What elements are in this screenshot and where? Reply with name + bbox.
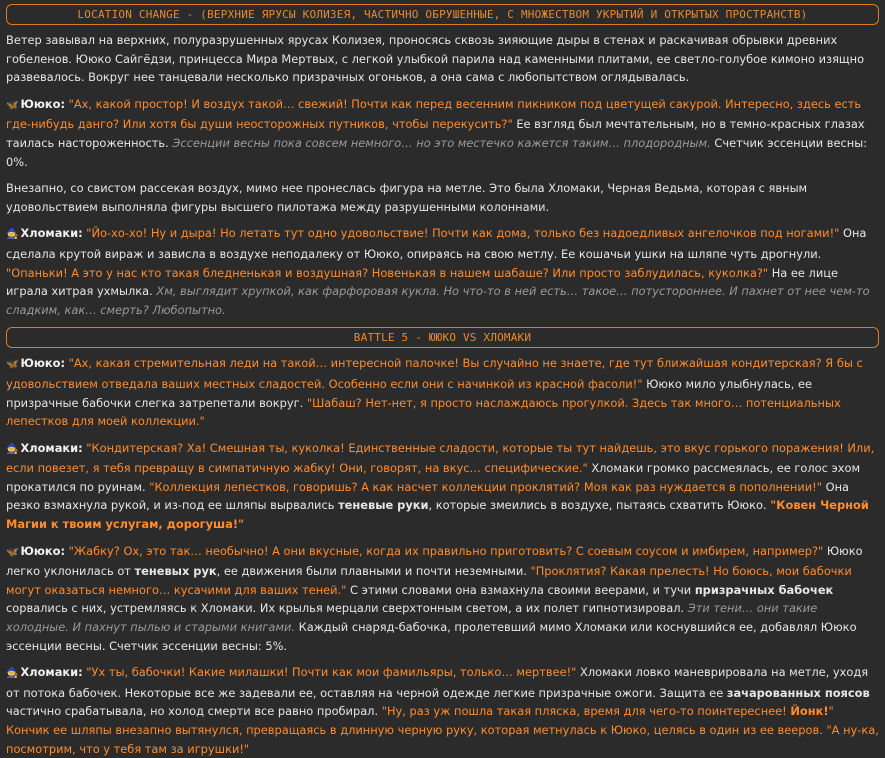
location-change-banner: LOCATION CHANGE - (ВЕРХНИЕ ЯРУСЫ КОЛИЗЕЯ, ЧАСТИЧНО ОБРУШЕННЫЕ, С МНОЖЕСТВОМ УКРЫТИЙ И ОТКРЫТЫХ ПРОСТРАНСТВ): [6, 4, 879, 25]
narration-text: сорвались с них, устремляясь к Хломаки. Их крылья мерцали сверхтонным светом, а их полет гипнотизировал.: [6, 601, 688, 616]
speaker-name: Хломаки:: [20, 440, 83, 455]
speaker-name: Ююко:: [20, 96, 66, 111]
narration-text: , которые змеились в воздухе, пытаясь схватить Ююко.: [428, 498, 771, 513]
dialogue-hlomaki-3: [6, 663, 879, 758]
narration-text: Она резко взмахнула рукой, и из-под ее шляпы вырвались: [6, 479, 850, 513]
speech-text: "Опаньки! А это у нас кто такая бледненькая и воздушная? Новенькая в нашем шабаше? Или просто заблудилась, куколка?": [6, 265, 769, 280]
speech-text: "Ах, какой простор! И воздух такой… свежий! Почти как перед весенним пикником под цветущей сакурой. Интересно, здесь есть где-нибудь данго? Или хотя бы души неосторожных путников, чтобы перекусить?": [6, 96, 862, 132]
narration-text: Внезапно, со свистом рассекая воздух, мимо нее пронеслась фигура на метле. Это была Хломаки, Черная Ведьма, которая с явным удовольствием выполняла фигуры высшего пилотажа между разрушенными колоннами.: [6, 181, 808, 214]
emphasis-text: Йонк!: [790, 704, 829, 719]
speech-text: "Ковен Черной Магии к твоим услугам, дорогуша!": [6, 498, 869, 532]
narration-text: С этими словами она взмахнула своими веерами, и тучи: [346, 582, 695, 597]
narration-paragraph: [6, 31, 879, 87]
narration-text: Хломаки громко рассмеялась, ее голос эхом прокатился по руинам.: [6, 461, 861, 494]
speech-text: "Ах, какая стремительная леди на такой… интересной палочке! Вы случайно не знаете, где тут ближайшая кондитерская? Я бы с удовольствием отведала ваших местных сладостей. Особенно если они с начинкой из красной фасоли!": [6, 356, 863, 391]
speech-text: "Шабаш? Нет-нет, я просто наслаждаюсь прогулкой. Здесь так много… потенциальных лепестков для моей коллекции.": [6, 395, 841, 429]
butterfly-icon: 🦋: [6, 99, 19, 111]
dialogue-yuyuko-1: [6, 95, 879, 171]
narration-text: частично срабатывала, но холод смерти все равно пробирал.: [6, 704, 382, 719]
speech-text: "Проклятия? Какая прелесть! Но боюсь, мои бабочки могут оказаться немного… кусачими для ваших теней.": [6, 564, 852, 597]
speech-text: "Жабку? Ох, это так… необычно! А они вкусные, когда их правильно приготовить? С соевым соусом и имбирем, например?": [68, 543, 824, 558]
speaker-name: Ююко:: [20, 356, 66, 371]
butterfly-icon: 🦋: [6, 546, 19, 558]
speech-text: "Ну, раз уж пошла такая пляска, время для чего-то поинтереснее!: [381, 704, 791, 719]
dialogue-hlomaki-2: [6, 439, 879, 534]
speech-text: "Кондитерская? Ха! Смешная ты, куколка! Единственные сладости, которые ты тут найдешь, это вкус горького поражения! Или, если повезет, я тебя превращу в симпатичную жабку! Они, говорят, на вкус… специфические.": [6, 440, 875, 476]
speech-text: "А ну-ка, посмотрим, что у тебя там за игрушки!": [6, 723, 879, 756]
narration-text: Каждый снаряд-бабочка, пролетевший мимо Хломаки или коснувшийся ее, добавлял Ююко эссенции весны. Счетчик эссенции весны: 5%.: [6, 620, 857, 653]
witch-icon: 🧙: [6, 443, 19, 455]
thought-text: Эссенции весны пока совсем немного… но это местечко кажется таким… плодородным.: [172, 135, 711, 150]
narration-text: Хломаки ловко маневрировала на метле, уходя от потока бабочек. Некоторые все же задевали ее, оставляя на черной одежде легкие призрачные ожоги. Защита ее: [6, 665, 869, 700]
narration-text: Ее взгляд был мечтательным, но в темно-красных глазах таилась настороженность.: [6, 117, 865, 150]
emphasis-text: зачарованных поясов: [726, 685, 870, 700]
dialogue-yuyuko-2: [6, 354, 879, 430]
speech-text: "Коллекция лепестков, говоришь? А как насчет коллекции проклятий? Моя как раз нуждается в пополнении!": [149, 479, 822, 494]
speaker-name: Ююко:: [20, 543, 66, 558]
narration-paragraph: [6, 179, 879, 216]
battle-banner: BATTLE 5 - ЮЮКО VS ХЛОМАКИ: [6, 327, 879, 348]
thought-text: Эти тени… они такие холодные. И пахнут пылью и старыми книгами.: [6, 601, 818, 635]
butterfly-icon: 🦋: [6, 359, 19, 371]
speech-text: "Йо-хо-хо! Ну и дыра! Но летать тут одно удовольствие! Почти как дома, только без надоедливых ангелочков под ногами!": [86, 226, 840, 241]
narration-text: На ее лице играла хитрая ухмылка.: [6, 265, 838, 299]
speaker-name: Хломаки:: [20, 665, 83, 680]
dialogue-yuyuko-3: [6, 542, 879, 656]
narration-text: , ее движения были плавными и почти неземными.: [216, 564, 531, 579]
emphasis-text: теневые руки: [338, 498, 429, 513]
speaker-name: Хломаки:: [20, 226, 83, 241]
witch-icon: 🧙: [6, 229, 19, 241]
narration-text: Счетчик эссенции весны: 0%.: [6, 135, 868, 169]
narration-text: Ююко мило улыбнулась, ее призрачные бабочки слегка затрепетали вокруг.: [6, 376, 813, 410]
speech-text: "Ух ты, бабочки! Какие милашки! Почти как мои фамильяры, только… мертвее!": [86, 665, 577, 680]
narration-text: Она сделала крутой вираж и зависла в воздухе неподалеку от Ююко, опираясь на свою метлу. Ее кошачьи ушки на шляпе чуть дрогнули.: [6, 226, 867, 261]
narration-text: Ююко легко уклонилась от: [6, 543, 863, 579]
thought-text: Хм, выглядит хрупкой, как фарфоровая кукла. Но что-то в ней есть… такое… потустороннее. И пахнет от нее чем-то сладким, как… смерть? Любопытно.: [6, 284, 870, 317]
narration-text: Ветер завывал на верхних, полуразрушенных ярусах Колизея, проносясь сквозь зияющие дыры в стенах и раскачивая обрывки древних гобеленов. Ююко Сайгёдзи, принцесса Мира Мертвых, с легкой улыбкой парила над каменными плитами, ее светло-голубое кимоно изящно развевалось. Вокруг нее танцевали несколько призрачных огоньков, а она сама с любопытством оглядывалась.: [6, 33, 865, 85]
emphasis-text: теневых рук: [134, 564, 217, 579]
witch-icon: 🧙: [6, 668, 19, 680]
speech-text: " Кончик ее шляпы внезапно вытянулся, превращаясь в длинную черную руку, которая метнулась к Ююко, целясь в один из ее вееров.: [6, 704, 834, 737]
dialogue-hlomaki-1: [6, 224, 879, 319]
emphasis-text: призрачных бабочек: [694, 582, 834, 597]
